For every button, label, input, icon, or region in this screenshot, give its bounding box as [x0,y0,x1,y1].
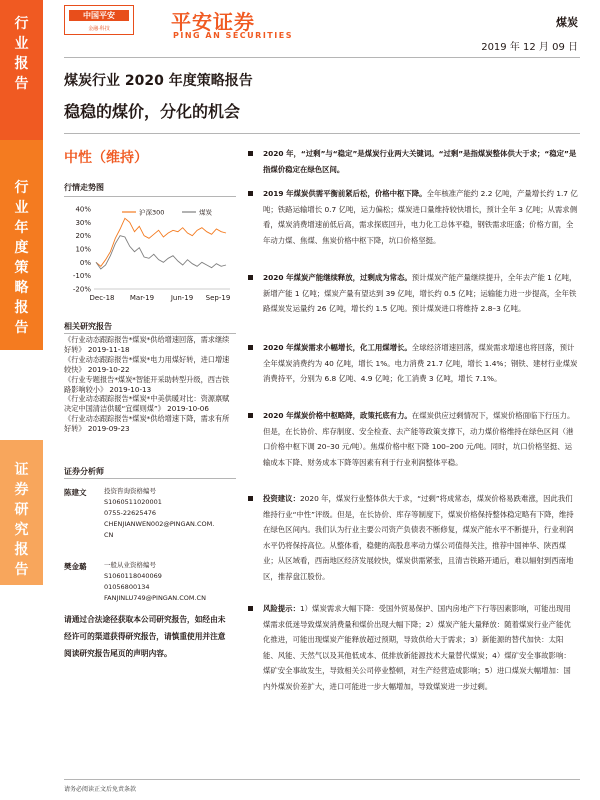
key-point [248,601,578,694]
title-divider [64,133,580,134]
related-report-item[interactable]: 《行业动态跟踪报告*煤炭*供给增速下降，需求有所好转》 2019-09-23 [64,414,230,434]
analyst-qualification-label: 一般从业资格编号 [104,561,156,569]
sidebar-label-annual-strategy: 行 业 年 度 策 略 报 告 [14,180,29,336]
logo-subtext: 金融·科技 [88,26,110,32]
analyst-details [104,560,206,604]
y-tick-label: -10% [72,272,91,281]
key-point-body: 1）煤炭需求大幅下降：受国外贸易保护、国内房地产下行等因素影响，可能出现用煤需求低迷导致煤炭消费量和煤价出现大幅下降；2）煤炭产能大量释放：随着煤炭行业产能优化推进，可能出现煤炭产能释放超过预期，导致供给大于需求；3）新能源的替代加快：太阳能、风能、天然气以及其他低成本、低排放新能源技术大量替代煤炭；4）煤矿安全事故影响：煤矿安全事故发生，导致相关公司停业整顿，对生产经营造成影响；5）进口煤炭大幅增加：国内外煤炭价差扩大，进口可能进一步大幅增加，导致煤炭进一步过剩。 [263,604,571,691]
bullet-square-icon [248,275,253,280]
y-tick-label: 40% [75,205,91,214]
analyst-phone: 01056800134 [104,583,150,591]
analyst-name: 陈建文 [64,488,87,497]
header-divider [64,57,580,58]
brand-name-en: PING AN SECURITIES [173,31,293,40]
series-line-coal [96,236,226,269]
bullet-square-icon [248,496,253,501]
key-point [248,146,578,177]
analyst-qualification-label: 投资咨询资格编号 [104,487,156,495]
key-point [248,408,578,470]
key-point-heading: 投资建议： [263,494,300,503]
key-point [248,340,578,387]
y-tick-label: 0% [79,258,91,267]
analyst-license-number: S1060118040069 [104,572,162,580]
related-report-item[interactable]: 《行业专题报告*煤炭*智能开采助转型升级，西吉铁路影响较小》 2019-10-13 [64,374,230,394]
footer-note: 请务必阅读正文后免责条款 [64,786,137,793]
sidebar-label-securities-research: 证 券 研 究 报 告 [14,462,29,578]
key-point-heading: 风险提示： [263,604,300,613]
related-rule [64,333,236,334]
analyst-email-cont[interactable]: CN [104,531,114,539]
sidebar [0,0,43,800]
bullet-square-icon [248,191,253,196]
key-point-body: 预计煤炭产能产量继续提升，全年去产能 1 亿吨，新增产能 1 亿吨；煤炭产量有望达到 39 亿吨，增长约 0.5 亿吨；运输能力进一步提高，全年铁路煤炭发运量约 26 亿吨，增长约 1.5 亿吨。预计煤炭进口将维持 2.8–3 亿吨。 [263,273,577,313]
chart-title: 行情走势图 [64,183,104,192]
report-title: 煤炭行业 2020 年度策略报告 [64,73,253,89]
y-tick-label: 30% [75,218,91,227]
legend-label: 沪深300 [139,208,165,217]
key-point [248,186,578,248]
key-point-heading: 2019 年煤炭供需平衡前紧后松，价格中枢下降。 [263,189,427,198]
sidebar-block-strategy [0,140,43,350]
x-tick-label: Sep-19 [205,294,231,302]
pingan-logo [64,5,134,35]
key-point-heading: 2020 年煤炭需求小幅增长，化工用煤增长。 [263,343,412,352]
logo-text: 中国平安 [69,10,129,21]
key-point-heading: 2020 年，“过剩”与“稳定”是煤炭行业两大关键词。“过剩”是指煤炭整体供大于求；“稳定”是指煤价稳定在绿色区间。 [263,149,577,174]
key-point-heading: 2020 年煤炭产能继续释放，过剩成为常态。 [263,273,412,282]
sidebar-block-report-type [0,0,43,140]
footer-divider [64,779,580,780]
brand-name: 平安证券 [171,10,255,34]
industry-rating: 中性（维持） [64,150,148,166]
bullet-square-icon [248,413,253,418]
analyst-name: 樊金璐 [64,562,87,571]
market-trend-chart [64,203,234,305]
related-report-item[interactable]: 《行业动态跟踪报告*煤炭*中美供暖对比：资源禀赋决定中国清洁供暖“宜煤则煤”》 2019-10-06 [64,394,230,414]
key-point-body: 全年核准产能约 2.2 亿吨，产量增长约 1.7 亿吨；铁路运输增长 0.7 亿吨，运力偏松；煤炭进口量维持较快增长，预计全年 3 亿吨；从需求侧看，煤炭消费增速前低后高，需求探底回升，电力化工总体平稳，钢铁需求旺盛；价格方面，全年动力煤、焦煤、焦炭价格中枢下降，坑口价格坚挺。 [263,189,578,245]
related-heading: 相关研究报告 [64,322,112,331]
y-tick-label: -20% [72,285,91,294]
key-point-body: 在煤炭供应过剩情况下，煤炭价格面临下行压力。但是，在长协价、库存制度、安全检查、去产能等政策支撑下，动力煤价格维持在绿色区间（港口价格中枢下调 20–30 元/吨）。焦煤价格中枢下降 100–200 元/吨。同时，坑口价格坚挺、运输成本下降、财务成本下降等因素有利于行业利润整体平稳。 [263,411,575,467]
y-tick-label: 10% [75,245,91,254]
key-point [248,270,578,317]
report-industry: 煤炭 [556,16,578,29]
analysts-heading: 证券分析师 [64,467,104,476]
key-point [248,491,578,584]
key-point-body: 2020 年，煤炭行业整体供大于求，“过剩”将成常态，煤炭价格易跌难涨，因此我们维持行业“中性”评级。但是，在长协价、库存等制度下，煤炭价格保持整体稳定略有下降，维持在绿色区间内。我们认为行业主要公司资产负债表不断修复，煤炭产能水平不断提升，行业利润水平仍将保持高位。从整体看，稳健的高股息率动力煤公司值得关注，推荐中国神华、陕西煤业；从区域看，西南地区经济发展较快，煤炭供需紧张，且清吉铁路开通后，难以辐射到西南地区，推荐盘江股份。 [263,494,574,581]
report-date: 2019 年 12 月 09 日 [481,42,578,53]
x-tick-label: Mar-19 [129,294,155,302]
analyst-phone: 0755-22625476 [104,509,156,517]
sidebar-label-industry-report: 行 业 报 告 [14,16,29,92]
analyst-email[interactable]: FANJINLU749@PINGAN.COM.CN [104,594,206,602]
legend-label: 煤炭 [199,208,212,217]
report-subtitle: 稳稳的煤价，分化的机会 [64,102,241,121]
analyst-license-number: S1060511020001 [104,498,162,506]
series-line-hs300 [96,218,226,266]
disclaimer: 请通过合法途径获取本公司研究报告，如经由未经许可的渠道获得研究报告，请慎重使用并注意阅读研究报告尾页的声明内容。 [64,615,226,658]
bullet-square-icon [248,606,253,611]
analyst-details [104,486,214,541]
y-tick-label: 20% [75,232,91,241]
key-point-heading: 2020 年煤炭价格中枢略降，政策托底有力。 [263,411,412,420]
bullet-square-icon [248,151,253,156]
chart-title-rule [64,196,236,197]
x-tick-label: Jun-19 [170,294,194,302]
key-point-body: 全球经济增速回落，煤炭需求增速也将回落，预计全年煤炭消费约为 40 亿吨，增长 1%。电力消费 21.7 亿吨，增长 1.4%；钢铁、建材行业煤炭消费持平，分别为 6.8 亿吨、4.9 亿吨；化工消费 3 亿吨，增长 7.1%。 [263,343,578,383]
analyst-email[interactable]: CHENJIANWEN002@PINGAN.COM. [104,520,215,528]
x-tick-label: Dec-18 [89,294,115,302]
sidebar-block-research [0,440,43,585]
related-reports-list [64,335,236,434]
bullet-square-icon [248,345,253,350]
related-report-item[interactable]: 《行业动态跟踪报告*煤炭*供给增速回落，需求继续好转》 2019-11-18 [64,335,230,354]
analysts-rule [64,478,236,479]
related-report-item[interactable]: 《行业动态跟踪报告*煤炭*电力用煤好转，进口增速较快》 2019-10-22 [64,354,230,374]
